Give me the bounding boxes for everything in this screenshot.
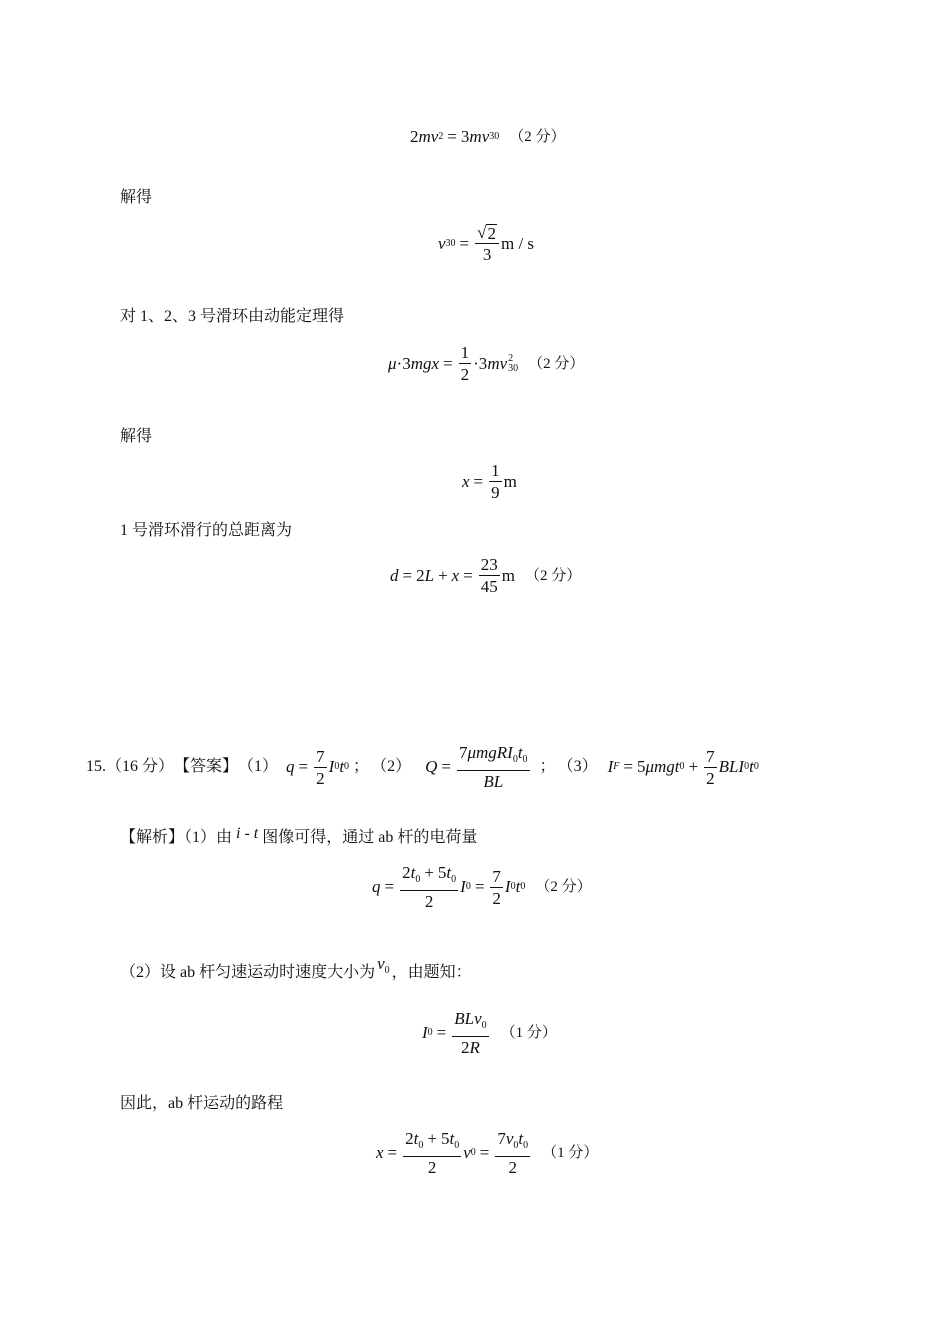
question-15-answer: 15.（16 分） 【答案】 （1） q = $\frac{7}{2}$ I 0 t 0 ； （2） Q = $\frac{7\mu mgRI_0t_0}{BL}$ ； （3） I F = 5 μmgt 0 + $\frac{7}{2}$ BLI 0 t 0 [86, 743, 759, 791]
fraction: $\frac{7v_0t_0}{2}$ [497, 1129, 529, 1177]
fraction: $\frac{23}{45}$ [480, 555, 498, 596]
analysis-part2: （2）设 ab 杆匀速运动时速度大小为 $v_0$ ，由题知： [120, 954, 472, 981]
fraction: $\frac{1}{9}$ [491, 461, 500, 502]
answer-tag: 【答案】 [174, 758, 239, 775]
score-label: （2 分） [535, 879, 592, 895]
unit-label: m / s [500, 233, 535, 253]
equation-v30: v 30 = √ 2 3 m / s [438, 223, 535, 264]
equation-i0: I 0 = $\frac{BLv_0}{2R}$ （1 分） [422, 1009, 557, 1057]
fraction: $\frac{BLv_0}{2R}$ [454, 1009, 487, 1057]
fraction: $\frac{2t_0 + 5t_0}{2}$ [405, 1129, 460, 1177]
text-kinetic-energy-theorem: 对 1、2、3 号滑环由动能定理得 [120, 308, 345, 325]
fraction: $\frac{1}{2}$ [460, 343, 470, 384]
score-label: （2 分） [525, 567, 582, 584]
analysis-tag: 【解析】 [120, 829, 185, 846]
equation-path: x = $\frac{2t_0 + 5t_0}{2}$ v 0 = $\frac{7v_0t_0}{2}$ （1 分） [376, 1129, 599, 1177]
analysis-part2-prefix: （2）设 ab 杆匀速运动时速度大小为 [120, 964, 376, 981]
fraction: $\frac{7\mu mgRI_0t_0}{BL}$ [458, 743, 528, 791]
equation-d: d = 2 L + x = $\frac{23}{45}$ m （2 分） [390, 555, 582, 596]
unit-label: m [503, 471, 517, 491]
equation-energy: μ ·3 mgx = $\frac{1}{2}$ ·3 mv 2 30 （2 分） [388, 343, 585, 384]
equation-x: x = $\frac{1}{9}$ m [462, 461, 517, 502]
separator: ； [539, 758, 556, 775]
equation-momentum: 2 mv 2 = 3 mv 30 （2 分） [410, 127, 566, 146]
fraction: $\frac{2t_0 + 5t_0}{2}$ [402, 863, 457, 911]
score-label: （1 分） [542, 1145, 599, 1161]
equation-charge: q = $\frac{2t_0 + 5t_0}{2}$ I 0 = $\frac{7}{2}$ I 0 t 0 （2 分） [372, 863, 592, 911]
part-label: （1） [238, 758, 279, 775]
question-number: 15.（16 分） [86, 758, 175, 775]
analysis-part1-suffix: 图像可得，通过 ab 杆的电荷量 [262, 829, 478, 846]
analysis-part1: 【解析】（1）由 i - t 图像可得，通过 ab 杆的电荷量 [120, 825, 478, 846]
part-label: （3） [557, 758, 598, 775]
fraction: $\frac{7}{2}$ [316, 746, 325, 788]
analysis-part2-suffix: ，由题知： [391, 964, 472, 981]
fraction: $\frac{7}{2}$ [706, 746, 715, 788]
score-label: （1 分） [500, 1025, 557, 1041]
part-label: （2） [371, 758, 412, 775]
text-path: 因此，ab 杆运动的路程 [120, 1095, 284, 1112]
fraction: √ 2 3 [475, 222, 499, 265]
score-label: （2 分） [528, 355, 585, 372]
score-label: （2 分） [509, 129, 566, 145]
text-total-distance: 1 号滑环滑行的总距离为 [120, 522, 293, 539]
label-jiede: 解得 [120, 189, 153, 206]
separator: ； [353, 758, 370, 775]
unit-label: m [501, 565, 516, 585]
fraction: $\frac{7}{2}$ [492, 866, 501, 908]
analysis-part1-prefix: （1）由 [184, 829, 233, 846]
label-jiede: 解得 [120, 428, 153, 445]
